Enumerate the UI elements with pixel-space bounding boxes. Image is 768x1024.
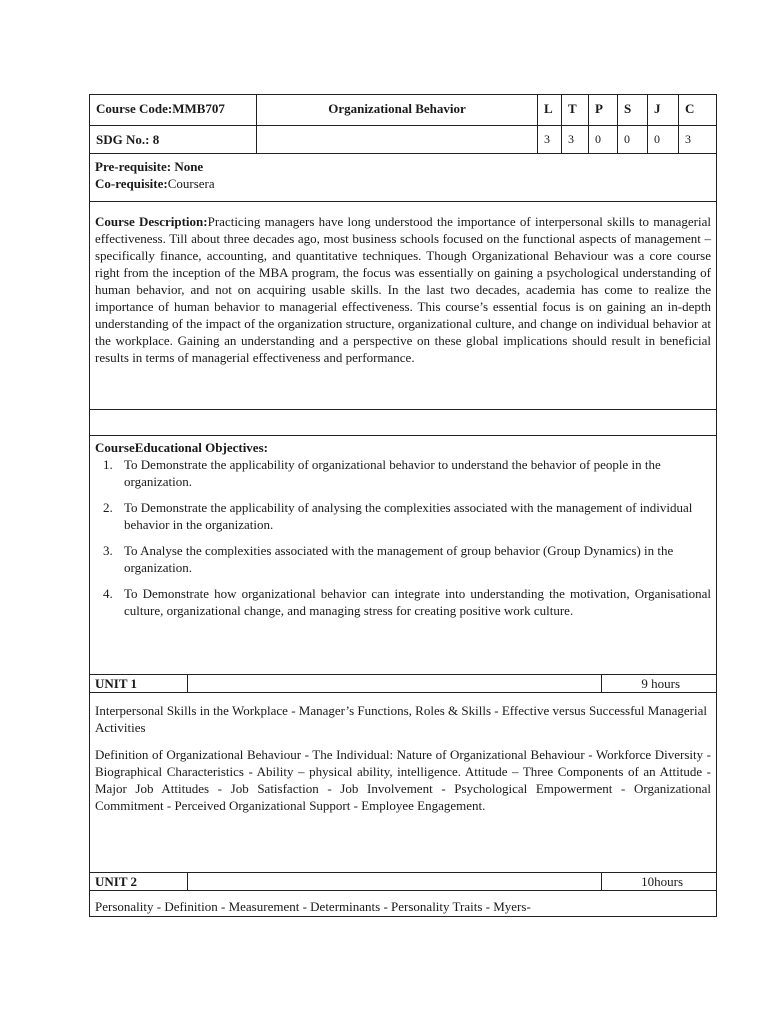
objective-item [95,499,711,533]
course-objectives-list [95,456,711,619]
ltpsjc-value-l: 3 [537,126,561,153]
course-code-value: MMB707 [172,101,225,116]
blank-row [90,410,716,436]
ltpsjc-header-t: T [561,95,588,125]
unit-2-header-row [90,873,716,891]
ltpsjc-header-j: J [647,95,678,125]
unit-1-paragraph: Interpersonal Skills in the Workplace - Manager’s Functions, Roles & Skills - Effective versus Successful Managerial Activities [95,703,707,735]
requisites-section [90,154,716,202]
corequisite-line [95,175,711,192]
course-objectives-section [90,436,716,675]
course-description-text: Practicing managers have long understood the importance of interpersonal skills to managerial effectiveness. Till about three decades ago, most business schools focused on the functional aspects of management – specifically finance, accounting, and quantitative techniques. Though Organizational Behaviour was a core course right from the inception of the MBA program, the focus was essentially on gaining a psychological understanding of human behavior, and not on acquiring usable skills. In the last two decades, academia has come to realize the importance of human behavior to managerial effectiveness. This course’s essential focus is on gaining an in-depth understanding of the impact of the organization structure, organizational culture, and change on individual behavior at the workplace. Gaining an understanding and a perspective on these global implications should result in beneficial results in terms of managerial effectiveness and performance. [95,214,711,365]
sdg-value: 8 [152,132,160,147]
objective-number: 2. [103,500,113,515]
corequisite-value: Coursera [167,176,215,191]
ltpsjc-value-p: 0 [588,126,617,153]
ltpsjc-value-t: 3 [561,126,588,153]
objective-number: 1. [103,457,113,472]
unit-2-paragraph: Personality - Definition - Measurement - Determinants - Personality Traits - Myers- [95,899,531,914]
unit-2-hours: 10hours [601,873,716,890]
corequisite-label: Co-requisite: [95,176,168,191]
course-objectives-label: CourseEducational Objectives: [95,440,268,455]
course-description-label: Course Description: [95,214,208,229]
prerequisite-value: None [174,159,204,174]
ltpsjc-value-s: 0 [617,126,647,153]
course-code-label: Course Code: [96,101,173,116]
objective-number: 4. [103,586,113,601]
course-code-row [90,95,716,126]
objective-text: To Demonstrate the applicability of analysing the complexities associated with the management of individual behavior in the organization. [124,500,693,532]
unit-1-hours: 9 hours [601,675,716,692]
sdg-cell [90,126,256,153]
objective-item [95,456,711,490]
unit-1-paragraph: Definition of Organizational Behaviour - The Individual: Nature of Organizational Behaviour - Workforce Diversity - Biographical Characteristics - Ability – physical ability, intelligence. Attitude – Three Components of an Attitude - Major Job Attitudes - Job Satisfaction - Job Involvement - Psychological Empowerment - Organizational Commitment - Perceived Organizational Support - Employee Engagement. [95,747,711,813]
unit-1-content [90,693,716,873]
unit-2-title-cell [187,873,601,890]
unit-1-title-cell [187,675,601,692]
ltpsjc-value-j: 0 [647,126,678,153]
objective-item [95,585,711,619]
ltpsjc-value-c: 3 [678,126,716,153]
objective-number: 3. [103,543,113,558]
prerequisite-label: Pre-requisite: [95,159,172,174]
objective-item [95,542,711,576]
objective-text: To Demonstrate how organizational behavior can integrate into understanding the motivation, Organisational culture, organizational change, and managing stress for creating positive work culture. [124,586,711,618]
ltpsjc-header-c: C [678,95,716,125]
unit-1-header-row [90,675,716,693]
ltpsjc-header-l: L [537,95,561,125]
sdg-empty-cell [256,126,537,153]
unit-2-label: UNIT 2 [95,874,138,889]
course-description-section [90,202,716,410]
sdg-row [90,126,716,154]
prerequisite-line [95,158,711,175]
sdg-label: SDG No.: [96,132,150,147]
course-title: Organizational Behavior [256,95,537,125]
ltpsjc-header-p: P [588,95,617,125]
objective-text: To Analyse the complexities associated with the management of group behavior (Group Dynamics) in the organization. [124,543,674,575]
course-code-cell [90,95,256,125]
course-table [89,94,717,917]
ltpsjc-header-s: S [617,95,647,125]
objective-text: To Demonstrate the applicability of organizational behavior to understand the behavior of people in the organization. [124,457,661,489]
unit-1-label: UNIT 1 [95,676,138,691]
unit-2-content [90,891,716,917]
